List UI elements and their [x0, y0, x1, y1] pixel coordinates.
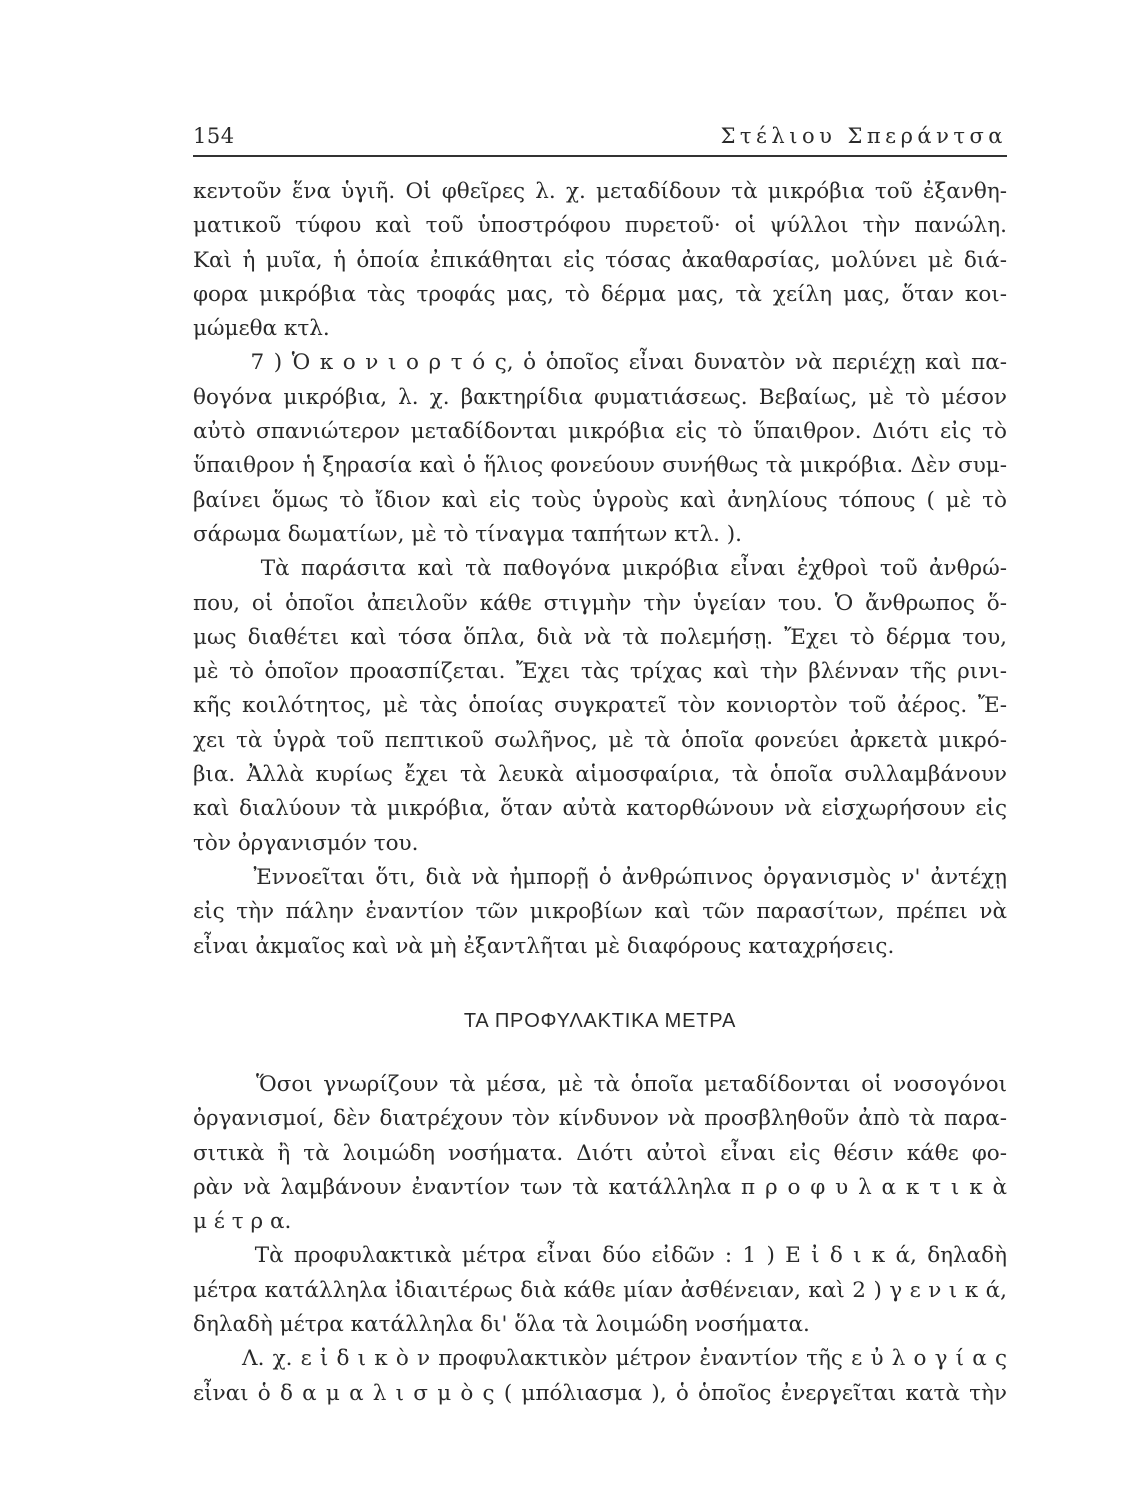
text-line: μ έ τ ρ α. — [193, 1209, 292, 1235]
running-title: Στέλιου Σπεράντσα — [720, 124, 1007, 148]
text-line: θογόνα μικρόβια, λ. χ. βακτηρίδια φυματιάσεως. Βεβαίως, μὲ τὸ μέσον — [193, 384, 1007, 410]
text-line: Τὰ παράσιτα καὶ τὰ παθογόνα μικρόβια εἶναι ἐχθροὶ τοῦ ἀνθρώ- — [193, 556, 1007, 582]
text-line: ὀργανισμοί, δὲν διατρέχουν τὸν κίνδυνον νὰ προσβληθοῦν ἀπὸ τὰ παρα- — [193, 1106, 1007, 1132]
text-line: δηλαδὴ μέτρα κατάλληλα δι' ὅλα τὰ λοιμώδη νοσήματα. — [193, 1312, 810, 1338]
text-line: μέτρα κατάλληλα ἰδιαιτέρως διὰ κάθε μίαν ἀσθένειαν, καὶ 2 ) γ ε ν ι κ ά, — [193, 1277, 1007, 1303]
text-block-1 — [193, 175, 1007, 964]
text-line: εἶναι ἀκμαῖος καὶ νὰ μὴ ἐξαντλῆται μὲ διαφόρους καταχρήσεις. — [193, 933, 895, 959]
text-line: Λ. χ. ε ἰ δ ι κ ὸ ν προφυλακτικὸν μέτρον ἐναντίον τῆς ε ὐ λ ο γ ί α ς — [193, 1346, 1007, 1372]
text-line: ρὰν νὰ λαμβάνουν ἐναντίον των τὰ κατάλληλα π ρ ο φ υ λ α κ τ ι κ ὰ — [193, 1174, 1007, 1200]
text-line: Τὰ προφυλακτικὰ μέτρα εἶναι δύο εἰδῶν : 1 ) Ε ἰ δ ι κ ά, δηλαδὴ — [193, 1243, 1007, 1269]
text-line: μώμεθα κτλ. — [193, 316, 330, 342]
text-block-2 — [193, 1068, 1007, 1411]
text-line: φορα μικρόβια τὰς τροφάς μας, τὸ δέρμα μας, τὰ χείλη μας, ὅταν κοι- — [193, 281, 1007, 307]
page-number: 154 — [193, 124, 235, 148]
text-line: εἰς τὴν πάλην ἐναντίον τῶν μικροβίων καὶ τῶν παρασίτων, πρέπει νὰ — [193, 899, 1007, 925]
text-line: Ὅσοι γνωρίζουν τὰ μέσα, μὲ τὰ ὁποῖα μεταδίδονται οἱ νοσογόνοι — [193, 1072, 1007, 1097]
text-line: που, οἱ ὁποῖοι ἀπειλοῦν κάθε στιγμὴν τὴν ὑγείαν του. Ὁ ἄνθρωπος ὅ- — [193, 590, 1007, 616]
text-line: Ἐννοεῖται ὅτι, διὰ νὰ ἠμπορῇ ὁ ἀνθρώπινος ὀργανισμὸς ν' ἀντέχῃ — [193, 864, 1007, 890]
text-line: ὕπαιθρον ἡ ξηρασία καὶ ὁ ἥλιος φονεύουν συνήθως τὰ μικρόβια. Δὲν συμ- — [193, 453, 1007, 479]
text-line: ματικοῦ τύφου καὶ τοῦ ὑποστρόφου πυρετοῦ· οἱ ψύλλοι τὴν πανώλη. — [193, 213, 1007, 239]
text-line: μως διαθέτει καὶ τόσα ὅπλα, διὰ νὰ τὰ πολεμήσῃ. Ἔχει τὸ δέρμα του, — [193, 624, 1007, 650]
text-line: μὲ τὸ ὁποῖον προασπίζεται. Ἔχει τὰς τρίχας καὶ τὴν βλένναν τῆς ρινι- — [193, 659, 1007, 685]
section-heading: ΤΑ ΠΡΟΦΥΛΑΚΤΙΚΑ ΜΕΤΡΑ — [463, 1010, 737, 1032]
running-head — [193, 124, 1007, 156]
text-line: χει τὰ ὑγρὰ τοῦ πεπτικοῦ σωλῆνος, μὲ τὰ ὁποῖα φονεύει ἀρκετὰ μικρό- — [193, 727, 1007, 753]
text-line: αὐτὸ σπανιώτερον μεταδίδονται μικρόβια εἰς τὸ ὕπαιθρον. Διότι εἰς τὸ — [193, 419, 1007, 445]
text-line: βαίνει ὅμως τὸ ἴδιον καὶ εἰς τοὺς ὑγροὺς καὶ ἀνηλίους τόπους ( μὲ τὸ — [193, 487, 1007, 513]
header-rule — [193, 155, 1007, 157]
text-line: τὸν ὀργανισμόν του. — [193, 830, 419, 856]
text-line: καὶ διαλύουν τὰ μικρόβια, ὅταν αὐτὰ κατορθώνουν νὰ εἰσχωρήσουν εἰς — [193, 796, 1007, 822]
text-line: 7 ) Ὁ κ ο ν ι ο ρ τ ό ς, ὁ ὁποῖος εἶναι δυνατὸν νὰ περιέχῃ καὶ πα- — [193, 350, 1007, 376]
text-line: κῆς κοιλότητος, μὲ τὰς ὁποίας συγκρατεῖ τὸν κονιορτὸν τοῦ ἀέρος. Ἔ- — [193, 693, 1007, 719]
text-line: εἶναι ὁ δ α μ α λ ι σ μ ὸ ς ( μπόλιασμα ), ὁ ὁποῖος ἐνεργεῖται κατὰ τὴν — [193, 1380, 1007, 1406]
text-line: σιτικὰ ἢ τὰ λοιμώδη νοσήματα. Διότι αὐτοὶ εἶναι εἰς θέσιν κάθε φο- — [193, 1140, 1007, 1166]
text-line: βια. Ἀλλὰ κυρίως ἔχει τὰ λευκὰ αἱμοσφαίρια, τὰ ὁποῖα συλλαμβάνουν — [193, 762, 1007, 788]
text-line: σάρωμα δωματίων, μὲ τὸ τίναγμα ταπήτων κτλ. ). — [193, 521, 742, 547]
text-line: κεντοῦν ἕνα ὑγιῆ. Οἱ φθεῖρες λ. χ. μεταδίδουν τὰ μικρόβια τοῦ ἐξανθη- — [193, 179, 1007, 204]
text-line: Καὶ ἡ μυῖα, ἡ ὁποία ἐπικάθηται εἰς τόσας ἀκαθαρσίας, μολύνει μὲ διά- — [193, 247, 1007, 273]
